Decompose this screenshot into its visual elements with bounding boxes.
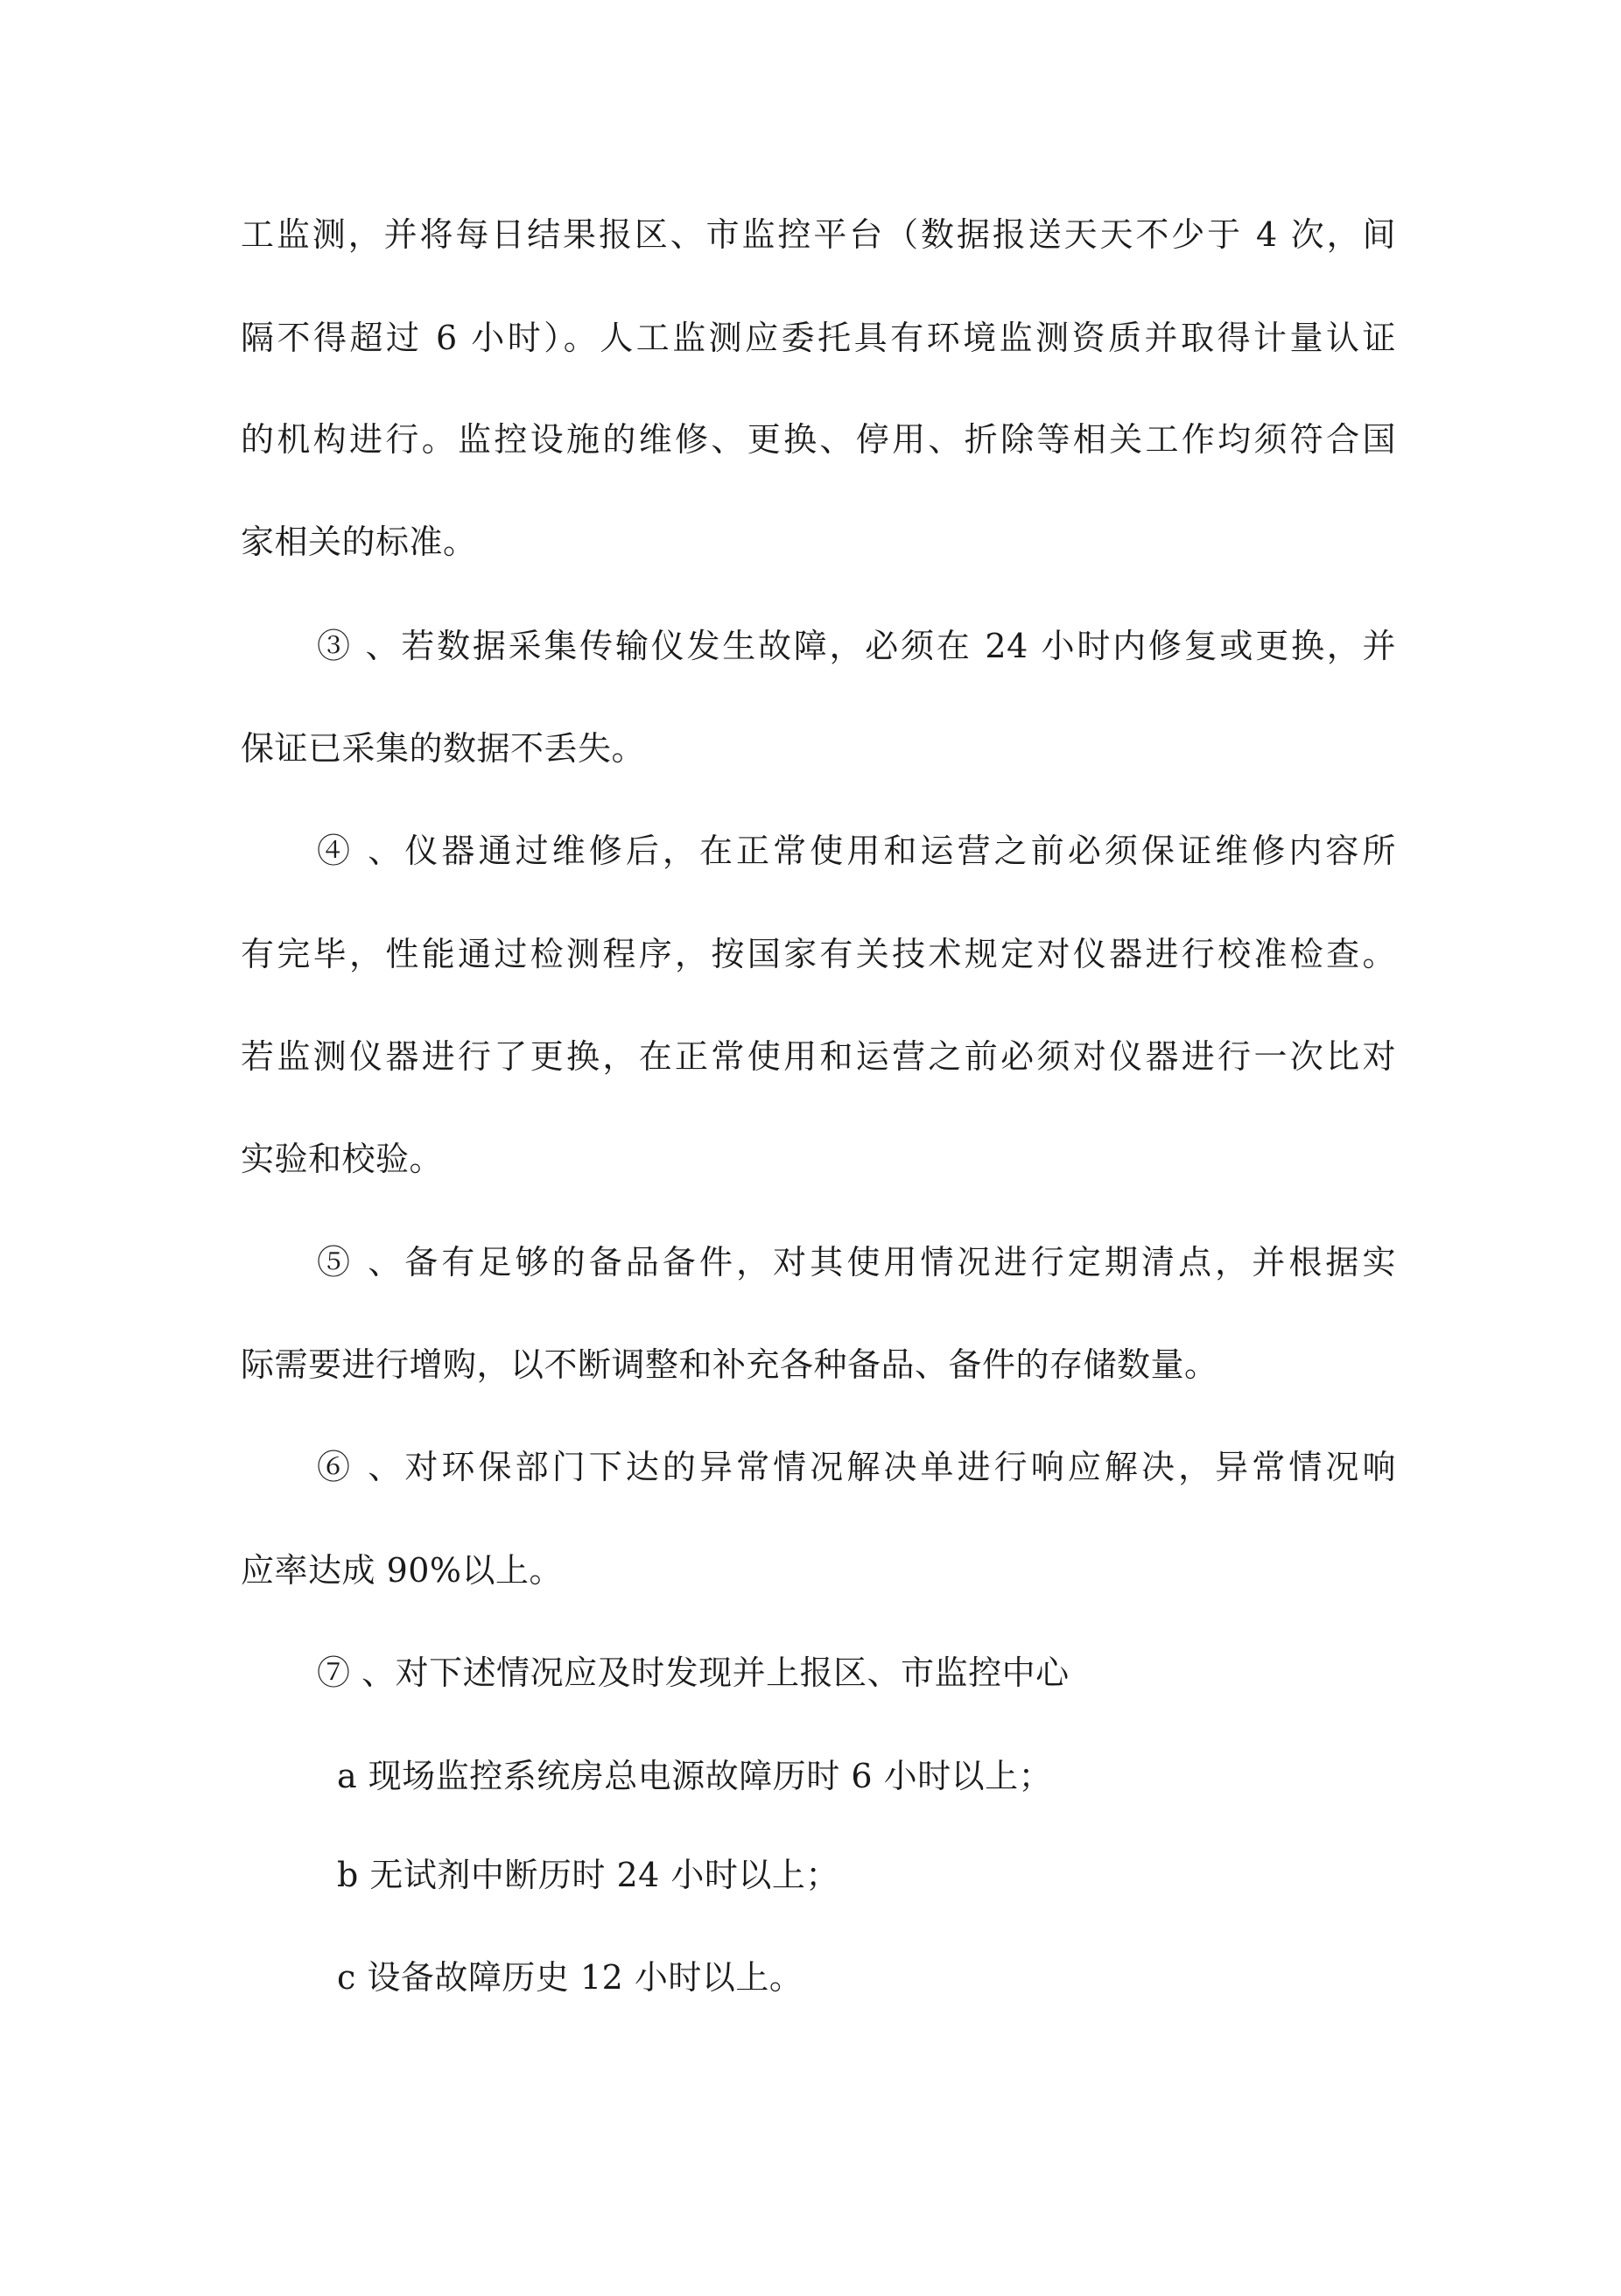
- list-item-3-line: 保证已采集的数据不丢失。: [241, 729, 646, 768]
- paragraph-line: 家相关的标准。: [241, 523, 477, 561]
- list-item-7-line: ⑦ 、对下述情况应及时发现并上报区、市监控中心: [317, 1654, 1070, 1692]
- sub-item-a: a 现场监控系统房总电源故障历时 6 小时以上；: [337, 1757, 1053, 1795]
- list-item-6-line: ⑥ 、对环保部门下达的异常情况解决单进行响应解决，异常情况响: [317, 1448, 1396, 1486]
- list-item-4-line: ④ 、仪器通过维修后，在正常使用和运营之前必须保证维修内容所: [317, 832, 1396, 870]
- list-item-4-line: 实验和校验。: [241, 1140, 444, 1178]
- list-item-5-line: 际需要进行增购，以不断调整和补充各种备品、备件的存储数量。: [241, 1345, 1218, 1384]
- list-item-4-line: 若监测仪器进行了更换，在正常使用和运营之前必须对仪器进行一次比对: [241, 1037, 1396, 1076]
- paragraph-line: 隔不得超过 6 小时）。人工监测应委托具有环境监测资质并取得计量认证: [241, 319, 1396, 357]
- list-item-5-line: ⑤ 、备有足够的备品备件，对其使用情况进行定期清点，并根据实: [317, 1243, 1396, 1281]
- sub-item-c: c 设备故障历史 12 小时以上。: [337, 1958, 803, 1997]
- list-item-3-line: ③ 、若数据采集传输仪发生故障，必须在 24 小时内修复或更换，并: [317, 627, 1396, 665]
- list-item-4-line: 有完毕，性能通过检测程序，按国家有关技术规定对仪器进行校准检查。: [241, 935, 1396, 973]
- paragraph-line: 工监测，并将每日结果报区、市监控平台（数据报送天天不少于 4 次，间: [241, 215, 1396, 254]
- paragraph-line: 的机构进行。监控设施的维修、更换、停用、折除等相关工作均须符合国: [241, 420, 1396, 459]
- list-item-6-line: 应率达成 90%以上。: [241, 1551, 564, 1590]
- sub-item-b: b 无试剂中断历时 24 小时以上；: [337, 1856, 839, 1894]
